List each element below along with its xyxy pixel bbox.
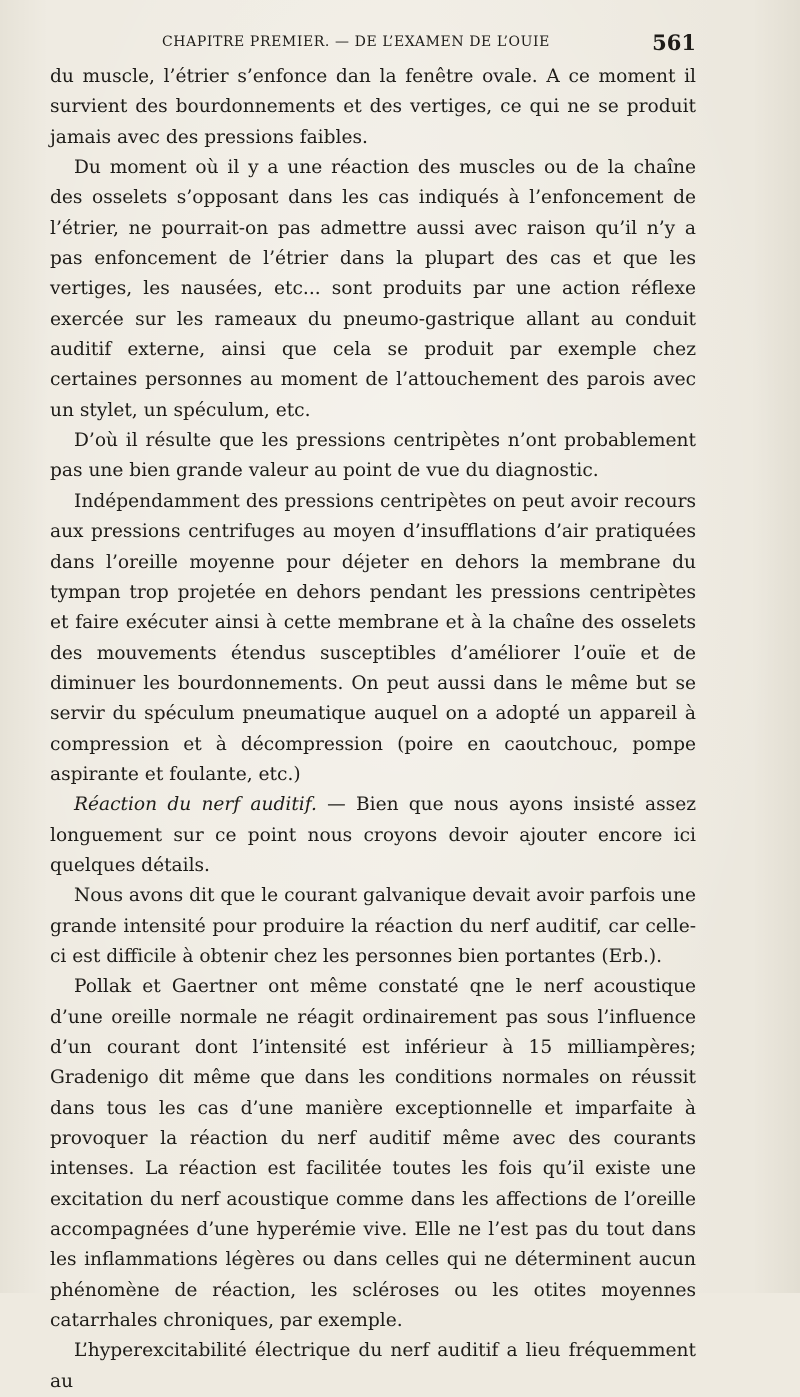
paragraph-6: Nous avons dit que le courant galvanique devait avoir parfois une grande intensité pour produire la réaction du nerf auditif, car celle-ci est difficile à obtenir chez les personnes bien portantes (Erb.). — [50, 885, 696, 967]
paragraph-3: D’où il résulte que les pressions centripètes n’ont probablement pas une bien grande valeur au point de vue du diagnostic. — [50, 430, 696, 482]
page-number: 561 — [652, 30, 696, 55]
paragraph-1: du muscle, l’étrier s’enfonce dan la fenêtre ovale. A ce moment il survient des bourdonnements et des vertiges, ce qui ne se produit jamais avec des pressions faibles. — [50, 66, 696, 148]
paragraph-8: L’hyperexcitabilité électrique du nerf auditif a lieu fréquemment au — [50, 1340, 696, 1392]
paragraph-5 — [50, 790, 696, 881]
paragraph-4: Indépendamment des pressions centripètes on peut avoir recours aux pressions centrifuges au moyen d’insufflations d’air pratiquées dans l’oreille moyenne pour déjeter en dehors la membrane du tympan trop projetée en dehors pendant les pressions centripètes et faire exécuter ainsi à cette membrane et à la chaîne des osselets des mouvements étendus susceptibles d’améliorer l’ouïe et de diminuer les bourdonnements. On peut aussi dans le même but se servir du spéculum pneumatique auquel on a adopté un appareil à compression et à décompression (poire en caoutchouc, pompe aspirante et foulante, etc.) — [50, 490, 696, 785]
paragraph-7: Pollak et Gaertner ont même constaté qne le nerf acoustique d’une oreille normale ne réagit ordinairement pas sous l’influence d’un courant dont l’intensité est inférieur à 15 milliampères; Gradenigo dit même que dans les conditions normales on réussit dans tous les cas d’une manière exceptionnelle et imparfaite à provoquer la réaction du nerf auditif même avec des courants intenses. La réaction est facilitée toutes les fois qu’il existe une excitation du nerf acoustique comme dans les affections de l’oreille accompagnées d’une hyperémie vive. Elle ne l’est pas du tout dans les inflammations légères ou dans celles qui ne déterminent aucun phénomène de réaction, les scléroses ou les otites moyennes catarrhales chroniques, par exemple. — [50, 976, 696, 1332]
section-title: Réaction du nerf auditif. — [74, 794, 317, 816]
paragraph-5-text: — Bien que nous ayons insisté assez longuement sur ce point nous croyons devoir ajouter encore ici quelques détails. — [50, 794, 696, 876]
running-head: CHAPITRE PREMIER. — DE L’EXAMEN DE L’OUIE — [162, 34, 550, 50]
page-header — [50, 30, 696, 56]
paragraph-2: Du moment où il y a une réaction des muscles ou de la chaîne des osselets s’opposant dans les cas indiqués à l’enfoncement de l’étrier, ne pourrait-on pas admettre aussi avec raison qu’il n’y a pas enfoncement de l’étrier dans la plupart des cas et que les vertiges, les nausées, etc... sont produits par une action réflexe exercée sur les rameaux du pneumo-gastrique allant au conduit auditif externe, ainsi que cela se produit par exemple chez certaines personnes au moment de l’attouchement des parois avec un stylet, un spéculum, etc. — [50, 157, 696, 421]
body-text — [50, 62, 696, 1397]
